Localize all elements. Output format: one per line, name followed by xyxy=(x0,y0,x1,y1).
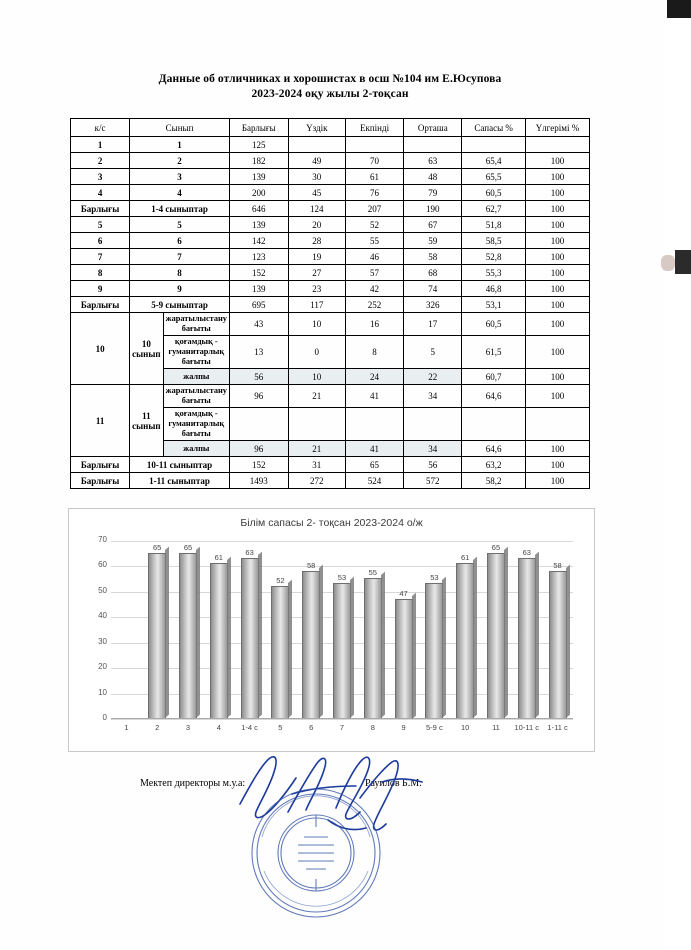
cell-average: 22 xyxy=(404,369,462,385)
cell-ks: 2 xyxy=(71,153,130,169)
cell-quality: 52,8 xyxy=(462,249,526,265)
chart-bar-value-label: 53 xyxy=(430,573,439,583)
cell-quality: 46,8 xyxy=(462,281,526,297)
cell-quality: 60,5 xyxy=(462,313,526,336)
table-row-group11 xyxy=(71,385,590,408)
cell-quality: 65,5 xyxy=(462,169,526,185)
cell-total: 142 xyxy=(229,233,288,249)
chart-bar-slot xyxy=(111,541,142,718)
cell-progress: 100 xyxy=(525,336,589,369)
cell-class: 4 xyxy=(130,185,230,201)
cell-total: 152 xyxy=(229,265,288,281)
table-row-total xyxy=(71,457,590,473)
cell-average: 79 xyxy=(404,185,462,201)
cell-average: 48 xyxy=(404,169,462,185)
cell-good: 16 xyxy=(345,313,403,336)
table-row xyxy=(71,281,590,297)
chart-y-tick-label: 70 xyxy=(98,535,107,544)
cell-ks: Барлығы xyxy=(71,297,130,313)
chart-bar-value-label: 47 xyxy=(399,588,408,598)
results-table xyxy=(70,118,590,489)
chart-x-tick-label: 8 xyxy=(370,723,375,732)
title-line-2: 2023-2024 оқу жылы 2-тоқсан xyxy=(251,88,409,100)
cell-quality: 63,2 xyxy=(462,457,526,473)
chart-x-tick-label: 5 xyxy=(278,723,283,732)
chart-y-tick-label: 50 xyxy=(98,585,107,595)
table-header-row xyxy=(71,119,590,137)
cell-excellent: 0 xyxy=(288,336,345,369)
cell-progress xyxy=(525,408,589,441)
chart-x-tick-label: 6 xyxy=(309,723,314,732)
cell-excellent: 31 xyxy=(288,457,345,473)
cell-average: 34 xyxy=(404,441,462,457)
cell-average xyxy=(404,137,462,153)
chart-x-tick-label: 7 xyxy=(339,723,345,732)
chart-gridline xyxy=(111,719,573,720)
chart-bar-value-label: 63 xyxy=(245,547,254,557)
cell-excellent: 45 xyxy=(288,185,345,201)
cell-quality: 64,6 xyxy=(462,385,526,408)
table-row xyxy=(71,169,590,185)
cell-progress xyxy=(525,137,589,153)
cell-class: 5-9 сыныптар xyxy=(130,297,230,313)
cell-good: 41 xyxy=(345,385,403,408)
cell-average: 190 xyxy=(404,201,462,217)
table-row xyxy=(71,217,590,233)
cell-excellent xyxy=(288,408,345,441)
chart-bars xyxy=(111,541,573,718)
header-total: Барлығы xyxy=(229,119,288,137)
cell-subclass: қоғамдық - гуманитарлық бағыты xyxy=(163,336,229,369)
scan-edge xyxy=(665,0,691,950)
cell-class: 11 сынып xyxy=(130,385,163,457)
cell-excellent: 27 xyxy=(288,265,345,281)
chart-plot-area xyxy=(98,535,573,722)
chart-bar-slot xyxy=(296,541,327,718)
cell-progress: 100 xyxy=(525,185,589,201)
cell-total: 1493 xyxy=(229,473,288,489)
table-row-subtotal xyxy=(71,201,590,217)
scan-artifact-top xyxy=(667,0,691,18)
cell-ks: Барлығы xyxy=(71,457,130,473)
table-row xyxy=(71,265,590,281)
chart-title: Білім сапасы 2- тоқсан 2023-2024 о/ж xyxy=(240,517,423,529)
cell-average: 5 xyxy=(404,336,462,369)
header-ks: к/с xyxy=(71,119,130,137)
cell-class: 8 xyxy=(130,265,230,281)
cell-ks: 4 xyxy=(71,185,130,201)
cell-progress: 100 xyxy=(525,233,589,249)
cell-ks: 3 xyxy=(71,169,130,185)
cell-excellent: 272 xyxy=(288,473,345,489)
cell-ks: 1 xyxy=(71,137,130,153)
header-progress: Үлгерімі % xyxy=(525,119,589,137)
cell-quality: 60,5 xyxy=(462,185,526,201)
cell-subclass: жаратылыстану бағыты xyxy=(163,385,229,408)
official-stamp xyxy=(248,785,384,921)
cell-average: 63 xyxy=(404,153,462,169)
cell-progress: 100 xyxy=(525,265,589,281)
cell-excellent: 21 xyxy=(288,441,345,457)
chart-x-labels xyxy=(111,723,573,732)
header-good: Екпінді xyxy=(345,119,403,137)
table-row-grand-total xyxy=(71,473,590,489)
cell-ks: 11 xyxy=(71,385,130,457)
cell-good: 55 xyxy=(345,233,403,249)
cell-class: 1-11 сыныптар xyxy=(130,473,230,489)
cell-ks: Барлығы xyxy=(71,201,130,217)
cell-average: 58 xyxy=(404,249,462,265)
chart-y-tick-label: 30 xyxy=(98,636,107,646)
cell-total: 96 xyxy=(229,441,288,457)
chart-bar xyxy=(518,547,536,718)
cell-progress: 100 xyxy=(525,169,589,185)
chart-x-tick-label: 1-4 с xyxy=(241,723,258,732)
cell-good: 76 xyxy=(345,185,403,201)
chart-bar xyxy=(302,560,320,718)
cell-good: 61 xyxy=(345,169,403,185)
cell-good: 207 xyxy=(345,201,403,217)
cell-good: 46 xyxy=(345,249,403,265)
cell-progress: 100 xyxy=(525,249,589,265)
table-row-subtotal xyxy=(71,297,590,313)
cell-good: 524 xyxy=(345,473,403,489)
cell-good: 252 xyxy=(345,297,403,313)
chart-bar-value-label: 65 xyxy=(153,542,162,552)
cell-average: 34 xyxy=(404,385,462,408)
cell-excellent: 117 xyxy=(288,297,345,313)
chart-bar-slot xyxy=(388,541,419,718)
cell-ks: 8 xyxy=(71,265,130,281)
cell-quality: 65,4 xyxy=(462,153,526,169)
chart-y-tick-label: 60 xyxy=(98,560,107,570)
chart-bar-slot xyxy=(450,541,481,718)
cell-progress: 100 xyxy=(525,369,589,385)
chart-bar-value-label: 55 xyxy=(368,568,377,578)
cell-good: 42 xyxy=(345,281,403,297)
chart-y-tick-label: 40 xyxy=(98,611,107,621)
chart-bar-slot xyxy=(419,541,450,718)
cell-class: 7 xyxy=(130,249,230,265)
cell-good: 70 xyxy=(345,153,403,169)
chart-y-tick-label: 10 xyxy=(98,687,107,697)
chart-bar-slot xyxy=(203,541,234,718)
cell-excellent xyxy=(288,137,345,153)
chart-bar-slot xyxy=(327,541,358,718)
chart-x-tick-label: 9 xyxy=(401,723,406,732)
cell-good: 8 xyxy=(345,336,403,369)
header-quality: Сапасы % xyxy=(462,119,526,137)
chart-bar xyxy=(271,575,289,718)
cell-class: 3 xyxy=(130,169,230,185)
chart-bar-value-label: 58 xyxy=(307,560,316,570)
signature-label: Мектеп директоры м.у.а: xyxy=(140,778,246,789)
cell-excellent: 30 xyxy=(288,169,345,185)
signature-name: Рауилов Б.М. xyxy=(365,778,422,789)
chart-x-tick-label: 2 xyxy=(155,723,160,732)
cell-quality xyxy=(462,408,526,441)
header-excellent: Үздік xyxy=(288,119,345,137)
handwritten-signature xyxy=(232,742,442,842)
cell-excellent: 21 xyxy=(288,385,345,408)
cell-total: 13 xyxy=(229,336,288,369)
cell-progress: 100 xyxy=(525,297,589,313)
chart-bar-slot xyxy=(173,541,204,718)
cell-total: 125 xyxy=(229,137,288,153)
cell-excellent: 19 xyxy=(288,249,345,265)
cell-class: 10-11 сыныптар xyxy=(130,457,230,473)
chart-bar xyxy=(241,547,259,718)
cell-good: 57 xyxy=(345,265,403,281)
chart-bar xyxy=(549,560,567,718)
cell-class: 2 xyxy=(130,153,230,169)
cell-quality: 64,6 xyxy=(462,441,526,457)
cell-excellent: 20 xyxy=(288,217,345,233)
cell-excellent: 10 xyxy=(288,313,345,336)
chart-bar xyxy=(425,573,443,718)
cell-progress: 100 xyxy=(525,281,589,297)
cell-total: 123 xyxy=(229,249,288,265)
cell-average xyxy=(404,408,462,441)
cell-progress: 100 xyxy=(525,385,589,408)
title-line-1: Данные об отличниках и хорошистах в осш №104 им Е.Юсупова xyxy=(158,73,502,85)
chart-bar-slot xyxy=(234,541,265,718)
chart-bar-slot xyxy=(481,541,512,718)
chart-bar-slot xyxy=(511,541,542,718)
table-row-group10 xyxy=(71,313,590,336)
cell-good: 65 xyxy=(345,457,403,473)
cell-average: 67 xyxy=(404,217,462,233)
chart-bar-slot xyxy=(357,541,388,718)
cell-total: 96 xyxy=(229,385,288,408)
cell-quality: 55,3 xyxy=(462,265,526,281)
chart-bar xyxy=(333,573,351,718)
table-row xyxy=(71,233,590,249)
chart-bar xyxy=(487,542,505,718)
cell-class: 9 xyxy=(130,281,230,297)
header-average: Орташа xyxy=(404,119,462,137)
cell-average: 56 xyxy=(404,457,462,473)
chart-y-tick-label: 0 xyxy=(102,713,107,722)
cell-excellent: 49 xyxy=(288,153,345,169)
cell-average: 59 xyxy=(404,233,462,249)
cell-good: 52 xyxy=(345,217,403,233)
table-row xyxy=(71,137,590,153)
cell-total: 139 xyxy=(229,217,288,233)
chart-x-tick-label: 5-9 с xyxy=(426,723,443,732)
cell-progress: 100 xyxy=(525,153,589,169)
cell-progress: 100 xyxy=(525,217,589,233)
cell-total: 139 xyxy=(229,281,288,297)
table-row xyxy=(71,249,590,265)
quality-bar-chart xyxy=(68,508,595,752)
chart-bar-value-label: 58 xyxy=(553,560,562,570)
cell-excellent: 10 xyxy=(288,369,345,385)
cell-average: 68 xyxy=(404,265,462,281)
cell-average: 572 xyxy=(404,473,462,489)
chart-y-tick-label: 20 xyxy=(98,662,107,672)
cell-class: 5 xyxy=(130,217,230,233)
scan-artifact-right xyxy=(675,250,691,274)
cell-progress: 100 xyxy=(525,473,589,489)
cell-ks: Барлығы xyxy=(71,473,130,489)
cell-total: 182 xyxy=(229,153,288,169)
cell-quality: 51,8 xyxy=(462,217,526,233)
cell-quality: 58,5 xyxy=(462,233,526,249)
chart-bar-value-label: 52 xyxy=(276,575,285,585)
cell-ks: 9 xyxy=(71,281,130,297)
chart-x-tick-label: 11 xyxy=(492,723,500,732)
cell-total: 646 xyxy=(229,201,288,217)
cell-ks: 6 xyxy=(71,233,130,249)
cell-class: 6 xyxy=(130,233,230,249)
cell-average: 17 xyxy=(404,313,462,336)
cell-progress: 100 xyxy=(525,457,589,473)
cell-ks: 10 xyxy=(71,313,130,385)
scan-smudge xyxy=(661,255,675,271)
cell-class: 10 сынып xyxy=(130,313,163,385)
chart-bar-slot xyxy=(142,541,173,718)
cell-good xyxy=(345,137,403,153)
cell-subclass: жалпы xyxy=(163,369,229,385)
cell-good: 24 xyxy=(345,369,403,385)
cell-ks: 7 xyxy=(71,249,130,265)
cell-average: 326 xyxy=(404,297,462,313)
chart-bar-slot xyxy=(542,541,573,718)
chart-bar xyxy=(148,542,166,718)
cell-total: 139 xyxy=(229,169,288,185)
cell-total: 152 xyxy=(229,457,288,473)
chart-bar-value-label: 65 xyxy=(491,542,501,552)
cell-subclass: қоғамдық - гуманитарлық бағыты xyxy=(163,408,229,441)
cell-quality: 60,7 xyxy=(462,369,526,385)
cell-quality: 62,7 xyxy=(462,201,526,217)
chart-bar-value-label: 53 xyxy=(337,573,347,583)
cell-quality: 61,5 xyxy=(462,336,526,369)
cell-total: 695 xyxy=(229,297,288,313)
chart-x-tick-label: 4 xyxy=(216,723,221,732)
chart-bar-slot xyxy=(265,541,296,718)
cell-excellent: 28 xyxy=(288,233,345,249)
chart-x-tick-label: 3 xyxy=(185,723,191,732)
cell-total: 43 xyxy=(229,313,288,336)
chart-bar xyxy=(395,588,413,719)
chart-bar-value-label: 63 xyxy=(522,547,531,557)
cell-quality xyxy=(462,137,526,153)
cell-excellent: 124 xyxy=(288,201,345,217)
cell-progress: 100 xyxy=(525,441,589,457)
cell-ks: 5 xyxy=(71,217,130,233)
chart-bar xyxy=(210,552,228,718)
cell-subclass: жалпы xyxy=(163,441,229,457)
cell-total xyxy=(229,408,288,441)
chart-x-tick-label: 1-11 с xyxy=(547,723,568,732)
cell-quality: 53,1 xyxy=(462,297,526,313)
cell-total: 56 xyxy=(229,369,288,385)
cell-progress: 100 xyxy=(525,313,589,336)
cell-progress: 100 xyxy=(525,201,589,217)
cell-average: 74 xyxy=(404,281,462,297)
chart-bar-value-label: 61 xyxy=(214,552,223,562)
cell-quality: 58,2 xyxy=(462,473,526,489)
document-title xyxy=(0,72,660,102)
chart-bar xyxy=(364,568,382,718)
chart-bar-value-label: 65 xyxy=(183,542,193,552)
cell-class: 1 xyxy=(130,137,230,153)
chart-bar-value-label: 61 xyxy=(460,552,470,562)
chart-x-tick-label: 1 xyxy=(124,723,129,732)
cell-subclass: жаратылыстану бағыты xyxy=(163,313,229,336)
cell-total: 200 xyxy=(229,185,288,201)
chart-x-tick-label: 10-11 с xyxy=(514,723,539,732)
cell-class: 1-4 сыныптар xyxy=(130,201,230,217)
cell-excellent: 23 xyxy=(288,281,345,297)
chart-bar xyxy=(456,552,474,718)
header-class: Сынып xyxy=(130,119,230,137)
cell-good xyxy=(345,408,403,441)
cell-good: 41 xyxy=(345,441,403,457)
table-row xyxy=(71,153,590,169)
table-row xyxy=(71,185,590,201)
chart-x-tick-label: 10 xyxy=(460,723,470,732)
chart-bar xyxy=(179,542,197,718)
